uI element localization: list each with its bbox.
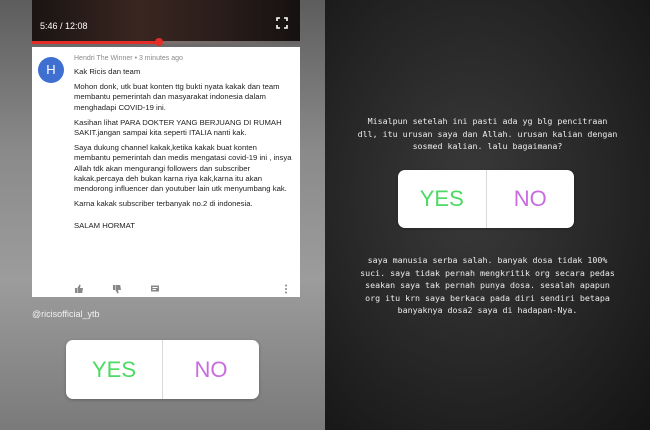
poll-no-option[interactable]: NO	[162, 340, 259, 399]
right-story	[325, 0, 650, 430]
comment-body	[74, 67, 294, 237]
dislike-icon[interactable]	[112, 284, 122, 294]
comment-paragraph: Mohon donk, utk buat konten ttg bukti nyata kakak dan team membantu pemerintah dan masyarakat indonesia dalam menghadapi COVID-19 ini.	[74, 82, 280, 112]
more-icon[interactable]	[283, 284, 289, 294]
reply-icon[interactable]	[150, 284, 160, 294]
caption-line: sosmed kalian. lalu bagaimana?	[412, 141, 563, 151]
story-mention[interactable]: @ricisofficial_ytb	[32, 309, 100, 319]
caption-line: saya manusia serba salah. banyak dosa tidak 100%	[367, 255, 608, 265]
caption-line: org itu krn saya berkaca pada diri sendiri betapa	[365, 292, 610, 303]
poll-yes-option[interactable]: YES	[419, 186, 464, 211]
caption-line: dll, itu urusan saya dan Allah. urusan kalian dengan	[357, 128, 618, 139]
fullscreen-icon[interactable]	[276, 17, 288, 29]
like-icon[interactable]	[74, 284, 84, 294]
avatar[interactable]: H	[38, 57, 64, 83]
comment-paragraph: Kak Ricis dan team	[74, 67, 141, 76]
youtube-comment-card	[32, 47, 300, 297]
caption-line: suci. saya tidak pernah mengkritik org secara pedas	[360, 267, 615, 278]
video-time: 5:46 / 12:08	[40, 21, 88, 31]
poll-sticker	[398, 170, 574, 228]
caption-line: Misalpun setelah ini pasti ada yg blg pencitraan	[367, 116, 608, 126]
poll-yes-option[interactable]: YES	[91, 356, 137, 382]
video-progress-bar[interactable]	[32, 41, 300, 44]
video-progress-knob[interactable]	[155, 38, 163, 46]
caption-line: banyaknya dosa2 saya di hadapan-Nya.	[397, 305, 578, 315]
comment-actions	[74, 284, 294, 294]
comment-paragraph: Karna kakak subscriber terbanyak no.2 di indonesia.	[74, 199, 253, 209]
comment-meta: Hendri The Winner • 3 minutes ago	[74, 55, 183, 62]
comment-paragraph: Saya dukung channel kakak,ketika kakak buat konten membantu pemerintah dan medis mengatasi covid-19 ini , insya Allah tdk akan mengurangi followers dan subscriber kakak.percaya deh bukan karna riya kak,karna itu akan mendorong influencer dan youtuber lain utk menyumbang kak.	[74, 143, 292, 194]
video-player[interactable]	[32, 0, 300, 44]
comment-paragraph: Kasihan lihat PARA DOKTER YANG BERJUANG DI RUMAH SAKIT.jangan sampai kita seperti ITALIA nanti kak.	[74, 117, 282, 138]
story-caption-bottom	[325, 254, 650, 317]
caption-line: seakan saya tak pernah punya dosa. sesalah apapun	[365, 280, 610, 290]
story-caption-top	[325, 115, 650, 153]
comment-paragraph: SALAM HORMAT	[74, 221, 135, 231]
poll-no-option[interactable]: NO	[486, 170, 575, 228]
poll-sticker	[66, 340, 259, 399]
video-progress-fill	[32, 41, 159, 44]
